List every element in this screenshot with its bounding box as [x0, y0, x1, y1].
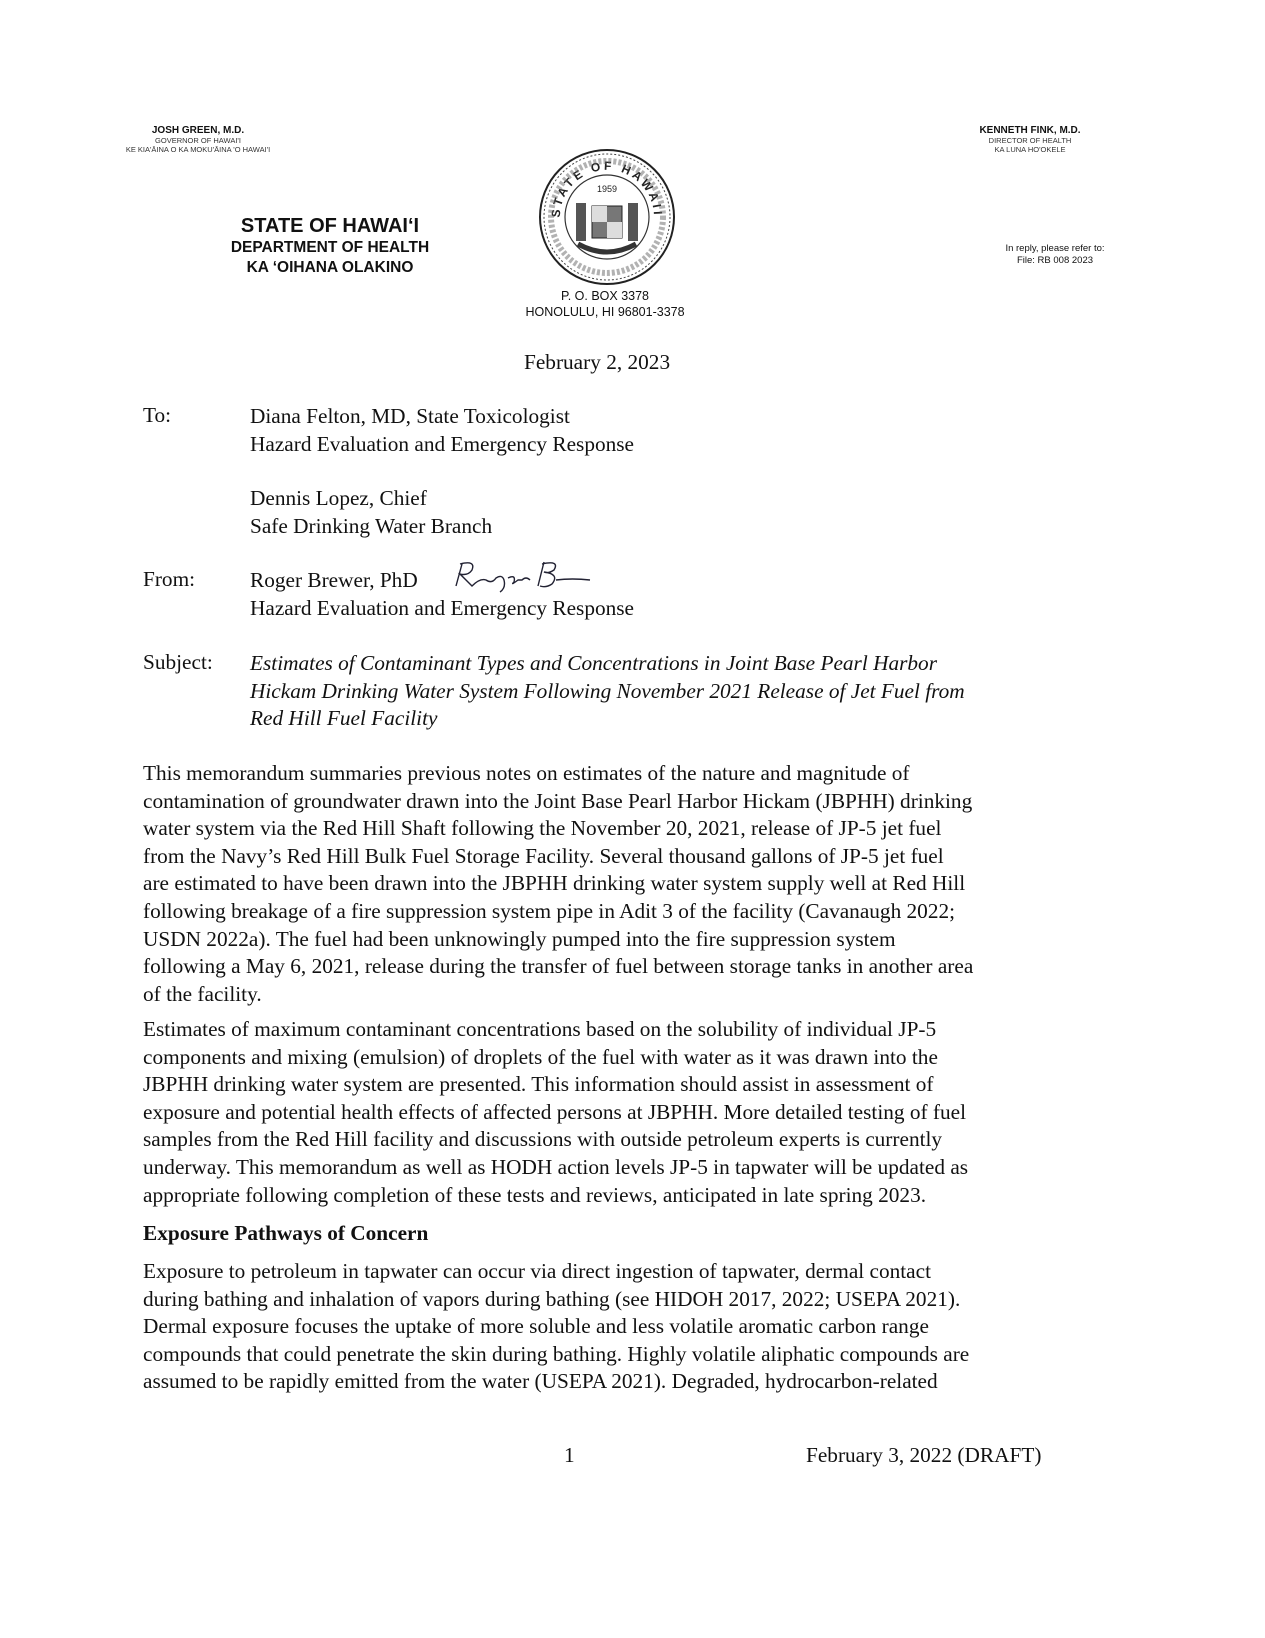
- file-number: File: RB 008 2023: [1016, 255, 1094, 266]
- draft-date: February 3, 2022 (DRAFT): [806, 1443, 1042, 1467]
- paragraph-2: [143, 1016, 968, 1209]
- text-line: exposure and potential health effects of affected persons at JBPHH. More detailed testing of fuel: [143, 1099, 967, 1124]
- governor-name: JOSH GREEN, M.D.: [151, 125, 245, 136]
- subject-line: Estimates of Contaminant Types and Concentrations in Joint Base Pearl Harbor: [250, 651, 937, 675]
- governor-title: GOVERNOR OF HAWAI'I: [155, 136, 241, 145]
- text-line: following breakage of a fire suppression system pipe in Adit 3 of the facility (Cavanaugh 2022;: [143, 898, 956, 923]
- to-recipient-1: [250, 403, 634, 458]
- svg-text:STATE OF HAWAII: STATE OF HAWAII: [548, 158, 666, 218]
- to-recipient-2: [250, 485, 492, 540]
- director-title: DIRECTOR OF HEALTH: [988, 136, 1072, 145]
- subject-label: Subject:: [143, 650, 213, 674]
- paragraph-3: [143, 1258, 969, 1396]
- agency-department: DEPARTMENT OF HEALTH: [230, 239, 430, 256]
- text-line: Dermal exposure focuses the uptake of more soluble and less volatile aromatic carbon range: [143, 1314, 929, 1339]
- address-line2: HONOLULU, HI 96801-3378: [525, 305, 685, 319]
- text-line: compounds that could penetrate the skin during bathing. Highly volatile aliphatic compounds are: [143, 1341, 970, 1366]
- section-heading: Exposure Pathways of Concern: [143, 1221, 429, 1245]
- director-name: KENNETH FINK, M.D.: [979, 125, 1081, 136]
- agency-state: STATE OF HAWAI‘I: [240, 215, 420, 237]
- agency-block: [200, 214, 460, 278]
- text-line: are estimated to have been drawn into the JBPHH drinking water system supply well at Red Hill: [143, 871, 966, 896]
- svg-text:1959: 1959: [596, 184, 618, 194]
- page-number: 1: [564, 1443, 575, 1467]
- memo-date: February 2, 2023: [524, 350, 671, 374]
- text-line: Estimates of maximum contaminant concentrations based on the solubility of individual JP-5: [143, 1017, 937, 1041]
- text-line: water system via the Red Hill Shaft following the November 20, 2021, release of JP-5 jet fuel: [143, 816, 942, 841]
- to-label: To:: [143, 403, 172, 427]
- text-line: contamination of groundwater drawn into the Joint Base Pearl Harbor Hickam (JBPHH) drinking: [143, 788, 973, 813]
- text-line: assumed to be rapidly emitted from the water (USEPA 2021). Degraded, hydrocarbon-related: [143, 1369, 938, 1394]
- subject-text: [250, 650, 965, 733]
- text-line: from the Navy’s Red Hill Bulk Fuel Storage Facility. Several thousand gallons of JP-5 jet fuel: [143, 843, 944, 868]
- state-seal: [538, 148, 676, 286]
- recipient-name: Dennis Lopez, Chief: [250, 486, 427, 510]
- address-line1: P. O. BOX 3378: [560, 289, 650, 303]
- sender-name: Roger Brewer, PhD: [250, 568, 418, 592]
- text-line: components and mixing (emulsion) of droplets of the fuel with water as it was drawn into the: [143, 1044, 938, 1069]
- signature: [452, 558, 592, 594]
- sender-office: Hazard Evaluation and Emergency Response: [250, 595, 634, 620]
- text-line: samples from the Red Hill facility and discussions with outside petroleum experts is currently: [143, 1127, 943, 1152]
- director-block: [950, 125, 1110, 154]
- recipient-name: Diana Felton, MD, State Toxicologist: [250, 404, 570, 428]
- text-line: Exposure to petroleum in tapwater can occur via direct ingestion of tapwater, dermal contact: [143, 1259, 932, 1283]
- text-line: underway. This memorandum as well as HODH action levels JP-5 in tapwater will be updated as: [143, 1154, 969, 1179]
- paragraph-1: [143, 760, 973, 1008]
- subject-line: Hickam Drinking Water System Following November 2021 Release of Jet Fuel from: [250, 678, 965, 703]
- governor-block: [100, 125, 296, 154]
- text-line: USDN 2022a). The fuel had been unknowingly pumped into the fire suppression system: [143, 926, 896, 951]
- address-block: [505, 288, 705, 320]
- subject-line: Red Hill Fuel Facility: [250, 706, 438, 731]
- reply-reference: [985, 243, 1125, 267]
- text-line: This memorandum summaries previous notes on estimates of the nature and magnitude of: [143, 761, 910, 785]
- from-label: From:: [143, 567, 196, 591]
- reply-line1: In reply, please refer to:: [1005, 243, 1105, 254]
- text-line: of the facility.: [143, 981, 262, 1006]
- recipient-office: Hazard Evaluation and Emergency Response: [250, 431, 634, 456]
- agency-department-hawaiian: KA ‘OIHANA OLAKINO: [246, 259, 414, 276]
- director-title-hawaiian: KA LUNA HO'OKELE: [994, 145, 1066, 154]
- text-line: appropriate following completion of these tests and reviews, anticipated in late spring 2023.: [143, 1182, 927, 1207]
- governor-title-hawaiian: KE KIA'ĀINA O KA MOKU'ĀINA 'O HAWAI'I: [125, 145, 271, 154]
- recipient-office: Safe Drinking Water Branch: [250, 513, 493, 538]
- text-line: following a May 6, 2021, release during the transfer of fuel between storage tanks in another area: [143, 954, 974, 979]
- text-line: JBPHH drinking water system are presented. This information should assist in assessment of: [143, 1072, 934, 1097]
- text-line: during bathing and inhalation of vapors during bathing (see HIDOH 2017, 2022; USEPA 2021).: [143, 1286, 961, 1311]
